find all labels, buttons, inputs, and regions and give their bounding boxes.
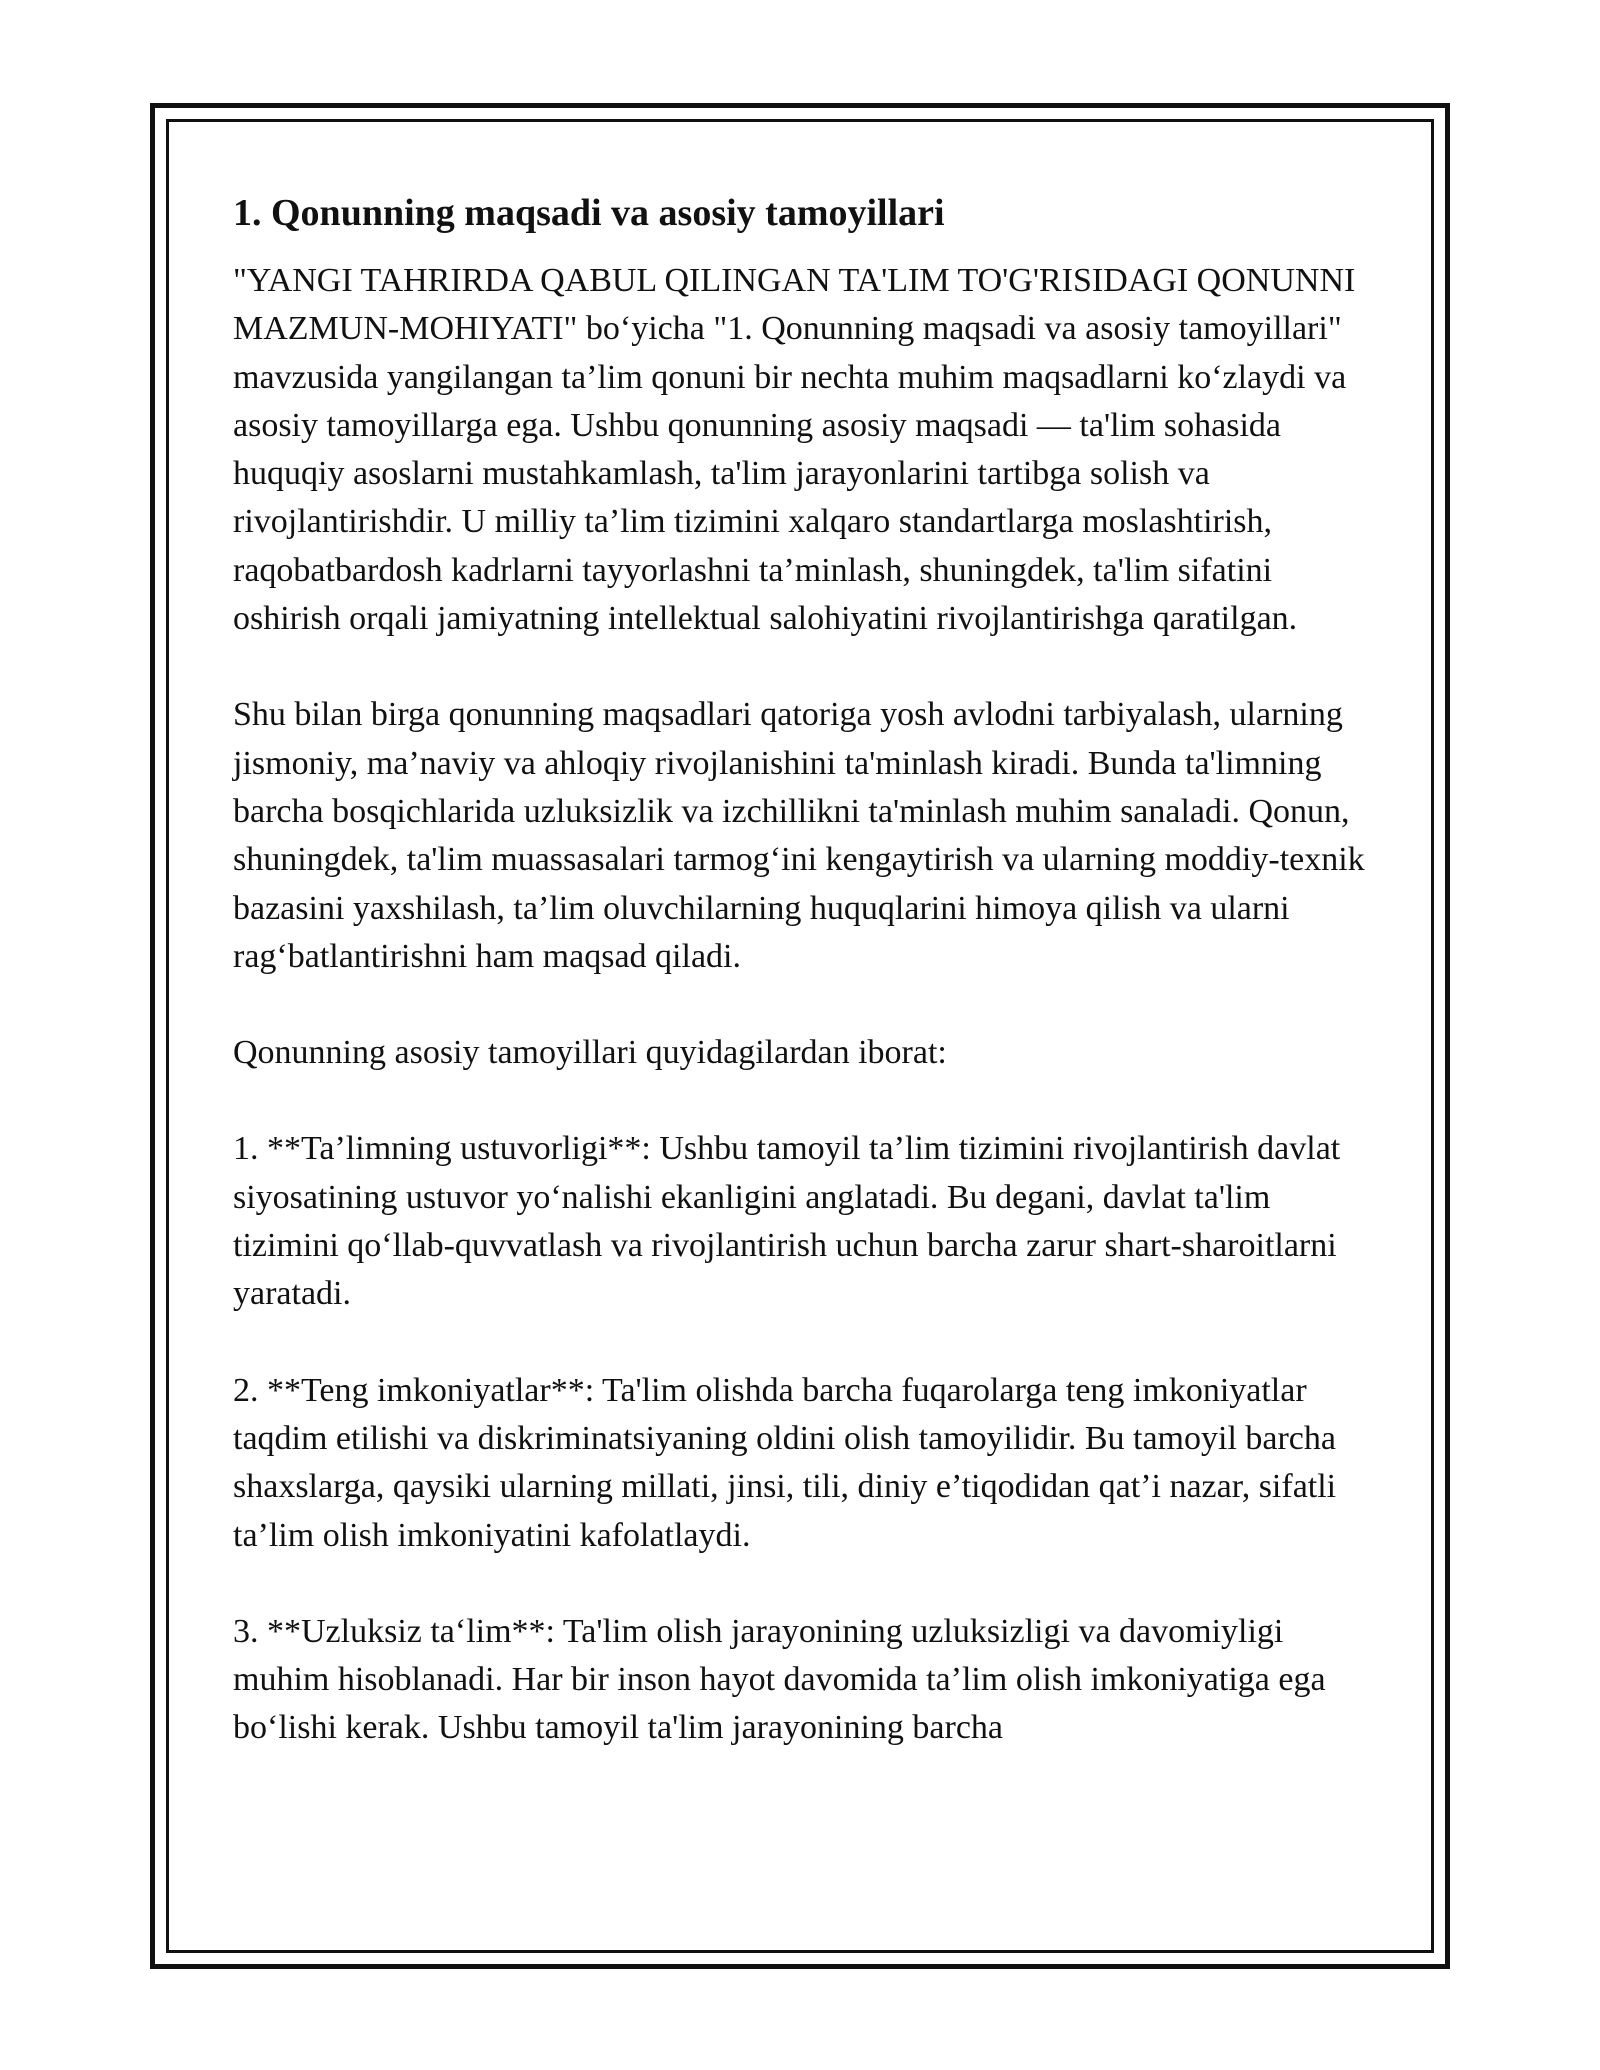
paragraph-principle-1: 1. **Ta’limning ustuvorligi**: Ushbu tamoyil ta’lim tizimini rivojlantirish davlat siyosatining ustuvor yo‘nalishi ekanligini anglatadi. Bu degani, davlat ta'lim tizimini qo‘llab-quvvatlash va rivojlantirish uchun barcha zarur shart-sharoitlarni yaratadi.: [233, 1130, 1341, 1313]
section-heading: 1. Qonunning maqsadi va asosiy tamoyillari: [233, 192, 945, 234]
paragraph-goals: Shu bilan birga qonunning maqsadlari qatoriga yosh avlodni tarbiyalash, ularning jismoniy, ma’naviy va ahloqiy rivojlanishini ta'minlash kiradi. Bunda ta'limning barcha bosqichlarida uzluksizlik va izchillikni ta'minlash muhim sanaladi. Qonun, shuningdek, ta'lim muassasalari tarmog‘ini kengaytirish va ularning moddiy-texnik bazasini yaxshilash, ta’lim oluvchilarning huquqlarini himoya qilish va ularni rag‘batlantirishni ham maqsad qiladi.: [233, 696, 1365, 975]
paragraph-intro: "YANGI TAHRIRDA QABUL QILINGAN TA'LIM TO'G'RISIDAGI QONUNNI MAZMUN-MOHIYATI" bo‘yicha "1. Qonunning maqsadi va asosiy tamoyillari" mavzusida yangilangan ta’lim qonuni bir nechta muhim maqsadlarni ko‘zlaydi va asosiy tamoyillarga ega. Ushbu qonunning asosiy maqsadi — ta'lim sohasida huquqiy asoslarni mustahkamlash, ta'lim jarayonlarini tartibga solish va rivojlantirishdir. U milliy ta’lim tizimini xalqaro standartlarga moslashtirish, raqobatbardosh kadrlarni tayyorlashni ta’minlash, shuningdek, ta'lim sifatini oshirish orqali jamiyatning intellektual salohiyatini rivojlantirishga qaratilgan.: [233, 262, 1356, 638]
paragraph-principle-3: 3. **Uzluksiz ta‘lim**: Ta'lim olish jarayonining uzluksizligi va davomiyligi muhim hisoblanadi. Har bir inson hayot davomida ta’lim olish imkoniyatiga ega bo‘lishi kerak. Ushbu tamoyil ta'lim jarayonining barcha: [233, 1612, 1326, 1747]
paragraph-principle-2: 2. **Teng imkoniyatlar**: Ta'lim olishda barcha fuqarolarga teng imkoniyatlar taqdim etilishi va diskriminatsiyaning oldini olish tamoyilidir. Bu tamoyil barcha shaxslarga, qaysiki ularning millati, jinsi, tili, diniy e’tiqodidan qat’i nazar, sifatli ta’lim olish imkoniyatini kafolatlaydi.: [233, 1371, 1337, 1554]
paragraph-principles-intro: Qonunning asosiy tamoyillari quyidagilardan iborat:: [233, 1034, 947, 1072]
document-body: [233, 189, 1373, 1801]
